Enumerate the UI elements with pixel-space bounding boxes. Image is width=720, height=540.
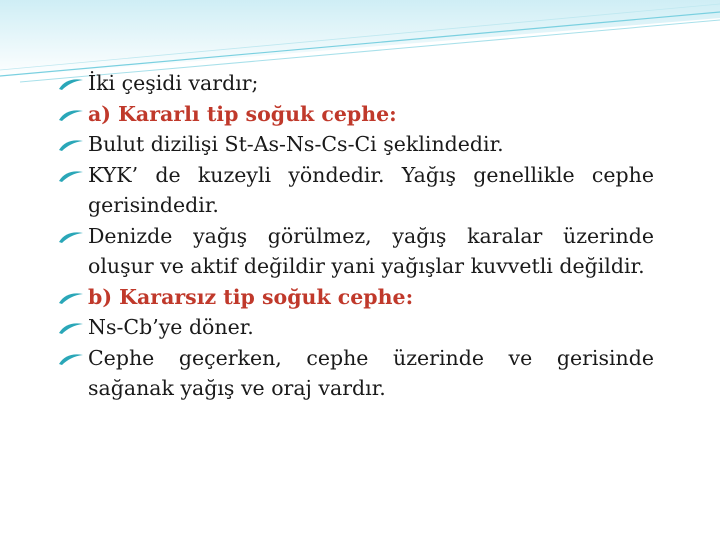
bullet-swoosh-icon <box>58 352 84 366</box>
bullet-swoosh-icon <box>58 321 84 335</box>
bullet-continuation: sağanak yağış ve oraj vardır. <box>88 376 386 400</box>
bullet-text: Bulut dizilişi St-As-Ns-Cs-Ci şeklindedir. <box>88 132 504 156</box>
bullet-text: İki çeşidi vardır; <box>88 71 259 95</box>
bullet-item <box>58 221 654 252</box>
bullet-item <box>58 312 654 343</box>
bullet-item <box>58 282 654 313</box>
section-heading-a: a) Kararlı tip soğuk cephe: <box>88 101 397 126</box>
bullet-text: KYK’ de kuzeyli yöndedir. Yağış genellikle cephe <box>88 162 654 187</box>
bullet-continuation: gerisindedir. <box>88 193 219 217</box>
bullet-text: Cephe geçerken, cephe üzerinde ve gerisinde <box>88 345 654 370</box>
bullet-swoosh-icon <box>58 291 84 305</box>
bullet-item <box>58 68 654 99</box>
bullet-text: Denizde yağış görülmez, yağış karalar üzerinde <box>88 223 654 248</box>
bullet-item <box>58 343 654 374</box>
bullet-item <box>58 160 654 191</box>
bullet-swoosh-icon <box>58 138 84 152</box>
bullet-text: Ns-Cb’ye döner. <box>88 315 254 339</box>
bullet-swoosh-icon <box>58 108 84 122</box>
bullet-item <box>58 129 654 160</box>
bullet-swoosh-icon <box>58 230 84 244</box>
bullet-swoosh-icon <box>58 77 84 91</box>
bullet-swoosh-icon <box>58 169 84 183</box>
bullet-list <box>58 68 654 404</box>
bullet-item <box>58 99 654 130</box>
bullet-continuation: oluşur ve aktif değildir yani yağışlar kuvvetli değildir. <box>88 254 645 278</box>
section-heading-b: b) Kararsız tip soğuk cephe: <box>88 284 414 309</box>
